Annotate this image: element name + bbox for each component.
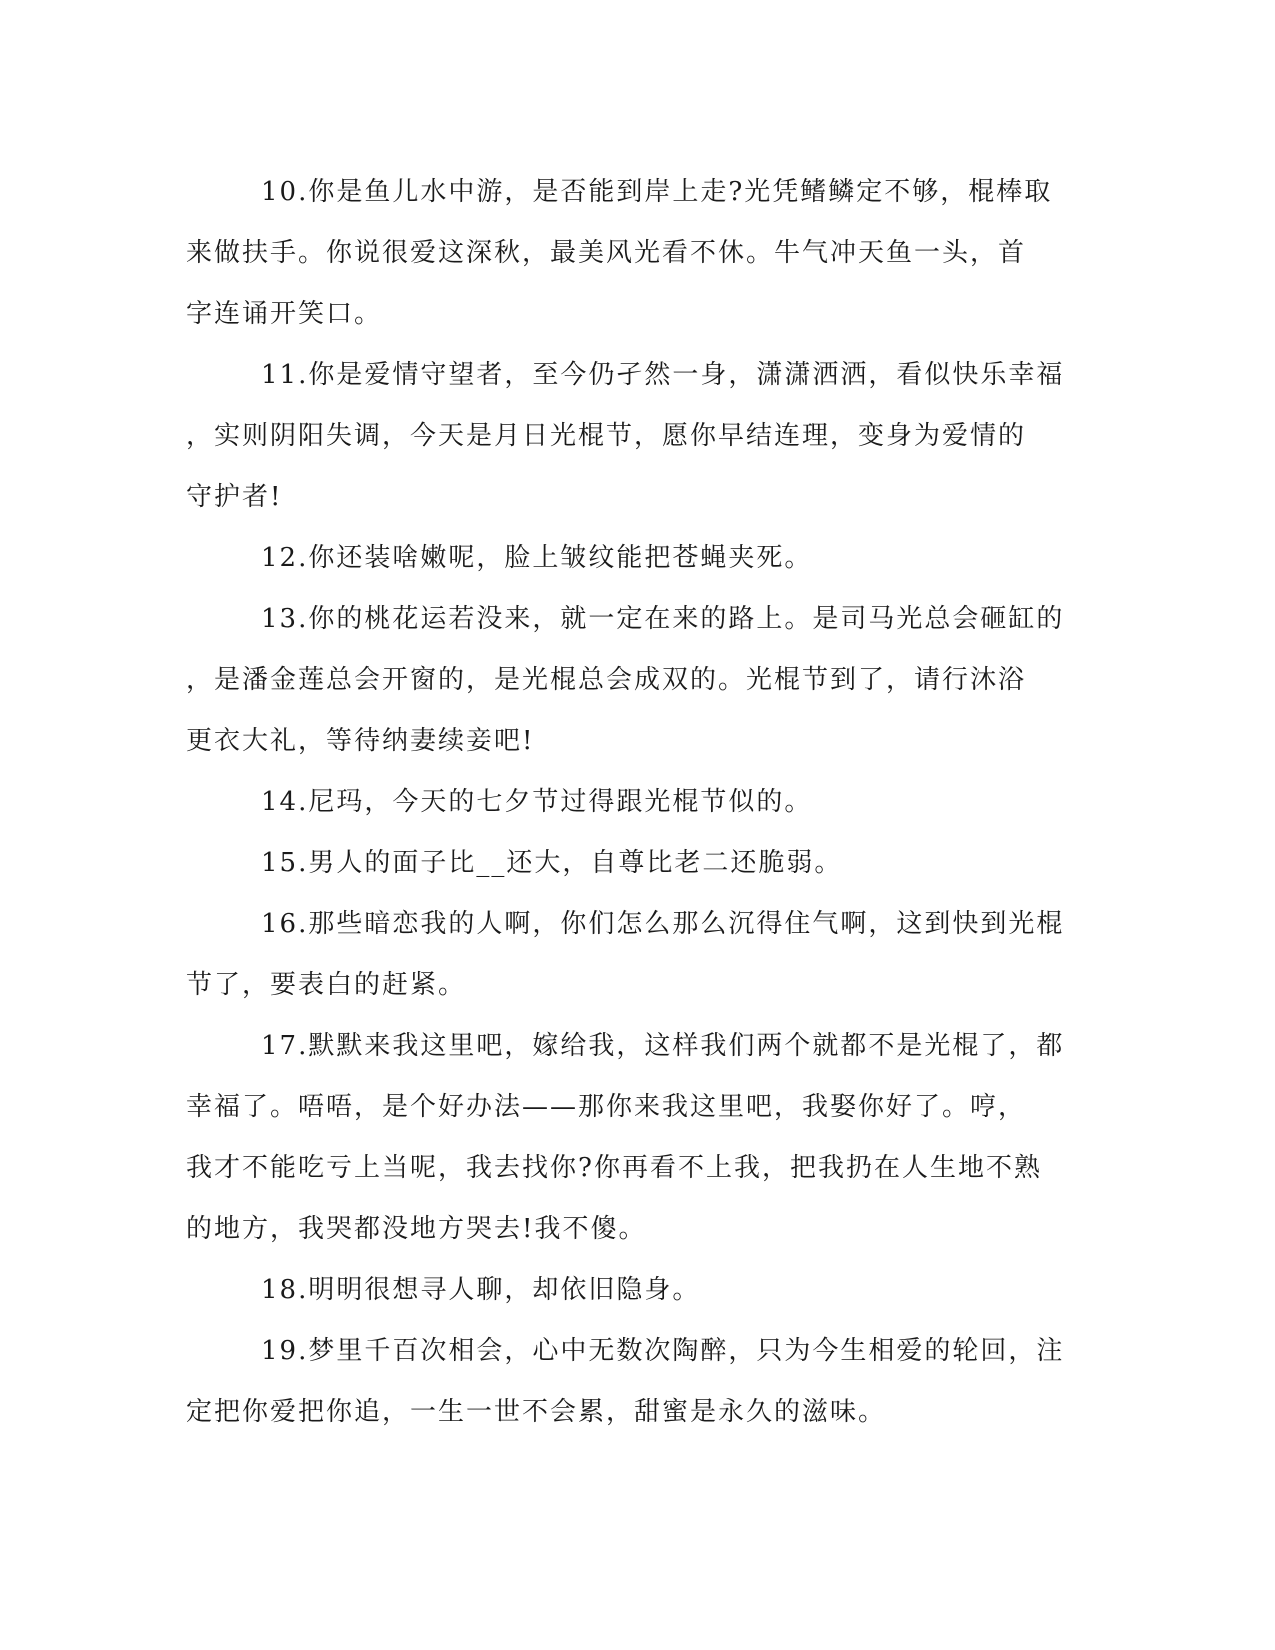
paragraph-line: 10.你是鱼儿水中游，是否能到岸上走?光凭鳍鳞定不够，棍棒取 bbox=[261, 177, 1053, 207]
paragraph-11 bbox=[186, 345, 1086, 528]
paragraph-17 bbox=[186, 1016, 1086, 1260]
paragraph-line: 18.明明很想寻人聊，却依旧隐身。 bbox=[261, 1275, 701, 1305]
document-body bbox=[186, 162, 1086, 1443]
paragraph-19 bbox=[186, 1321, 1086, 1443]
paragraph-line: 11.你是爱情守望者，至今仍孑然一身，潇潇洒洒，看似快乐幸福 bbox=[261, 360, 1065, 390]
paragraph-18 bbox=[186, 1260, 1086, 1321]
paragraph-10 bbox=[186, 162, 1086, 345]
paragraph-line: 的地方，我哭都没地方哭去!我不傻。 bbox=[186, 1214, 647, 1244]
paragraph-line: 12.你还装啥嫩呢，脸上皱纹能把苍蝇夹死。 bbox=[261, 543, 813, 573]
paragraph-line: 17.默默来我这里吧，嫁给我，这样我们两个就都不是光棍了，都 bbox=[261, 1031, 1065, 1061]
paragraph-12 bbox=[186, 528, 1086, 589]
paragraph-16 bbox=[186, 894, 1086, 1016]
paragraph-line: ，实则阴阳失调，今天是月日光棍节，愿你早结连理，变身为爱情的 bbox=[186, 421, 1027, 451]
paragraph-line: ，是潘金莲总会开窗的，是光棍总会成双的。光棍节到了，请行沐浴 bbox=[186, 665, 1027, 695]
paragraph-line: 定把你爱把你追，一生一世不会累，甜蜜是永久的滋味。 bbox=[186, 1397, 887, 1427]
paragraph-line: 14.尼玛，今天的七夕节过得跟光棍节似的。 bbox=[261, 787, 813, 817]
paragraph-line: 幸福了。唔唔，是个好办法——那你来我这里吧，我娶你好了。哼， bbox=[186, 1092, 1027, 1122]
paragraph-line: 13.你的桃花运若没来，就一定在来的路上。是司马光总会砸缸的 bbox=[261, 604, 1065, 634]
paragraph-13 bbox=[186, 589, 1086, 772]
paragraph-15 bbox=[186, 833, 1086, 894]
paragraph-line: 字连诵开笑口。 bbox=[186, 299, 383, 329]
paragraph-line: 16.那些暗恋我的人啊，你们怎么那么沉得住气啊，这到快到光棍 bbox=[261, 909, 1065, 939]
paragraph-line: 19.梦里千百次相会，心中无数次陶醉，只为今生相爱的轮回，注 bbox=[261, 1336, 1065, 1366]
paragraph-line: 守护者! bbox=[186, 482, 283, 512]
paragraph-line: 节了，要表白的赶紧。 bbox=[186, 970, 467, 1000]
paragraph-line: 更衣大礼，等待纳妻续妾吧! bbox=[186, 726, 535, 756]
paragraph-line: 我才不能吃亏上当呢，我去找你?你再看不上我，把我扔在人生地不熟 bbox=[186, 1153, 1042, 1183]
paragraph-14 bbox=[186, 772, 1086, 833]
paragraph-line: 来做扶手。你说很爱这深秋，最美风光看不休。牛气冲天鱼一头，首 bbox=[186, 238, 1027, 268]
paragraph-line: 15.男人的面子比__还大，自尊比老二还脆弱。 bbox=[261, 848, 843, 878]
